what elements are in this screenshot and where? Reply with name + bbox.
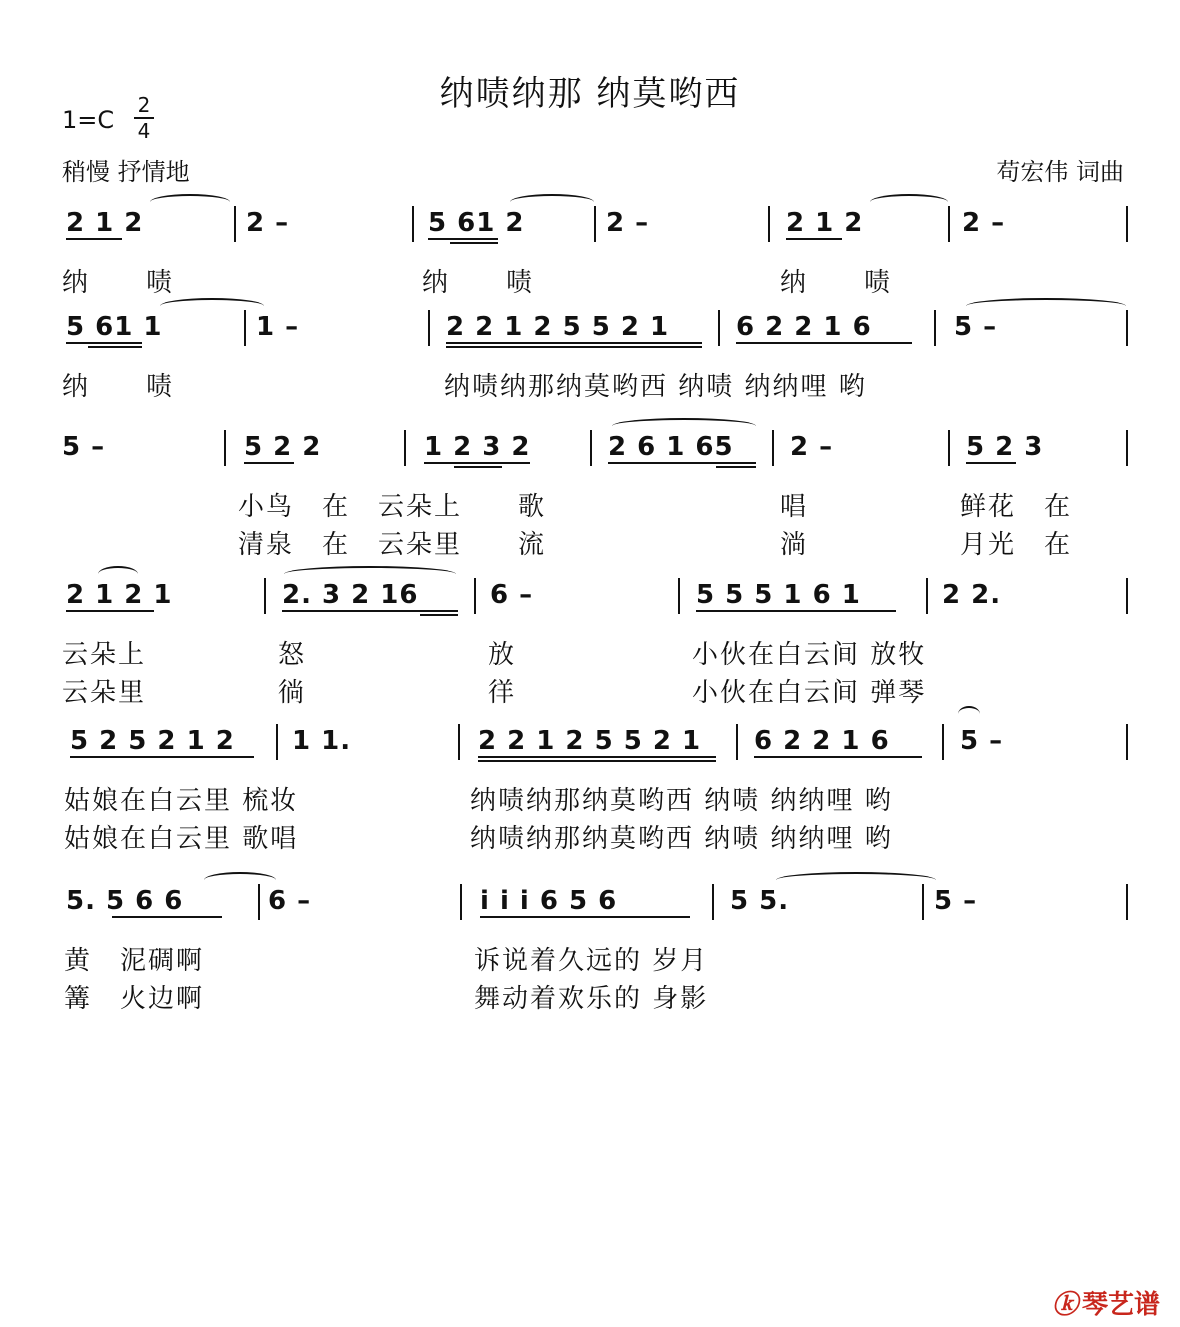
lyric: 纳 啧 — [422, 268, 535, 298]
beam — [716, 466, 756, 468]
beam — [66, 610, 154, 612]
tempo-marking: 稍慢 抒情地 — [62, 158, 190, 186]
measure: 6 2 2 1 6 — [736, 312, 872, 342]
barline — [460, 884, 462, 920]
lyric: 唱 — [780, 492, 809, 522]
lyric: 放 — [488, 640, 517, 670]
beam — [420, 614, 458, 616]
barline — [412, 206, 414, 242]
beam — [480, 916, 690, 918]
barline — [1126, 724, 1128, 760]
key-signature: 1=C — [62, 106, 115, 134]
lyric: 纳啧纳那纳莫哟西 纳啧 纳纳哩 哟 — [470, 824, 893, 854]
barline — [1126, 884, 1128, 920]
barline — [276, 724, 278, 760]
measure: 5 – — [934, 886, 978, 916]
lyric: 云朵里 — [62, 678, 147, 708]
lyric: 徜 — [278, 678, 307, 708]
beam — [66, 342, 142, 344]
lyric: 舞动着欢乐的 身影 — [474, 984, 709, 1014]
lyric: 怒 — [278, 640, 307, 670]
measure: 2 – — [246, 208, 290, 238]
beam — [66, 238, 122, 240]
barline — [772, 430, 774, 466]
barline — [934, 310, 936, 346]
measure: 2. 3 2 16 — [282, 580, 419, 610]
barline — [258, 884, 260, 920]
beam — [428, 238, 498, 240]
barline — [594, 206, 596, 242]
measure: 5. 5 6 6 — [66, 886, 184, 916]
watermark-mark-icon: ⓚ — [1051, 1290, 1078, 1320]
measure: 5 – — [960, 726, 1004, 756]
measure: 2 – — [790, 432, 834, 462]
measure: 6 – — [268, 886, 312, 916]
barline — [404, 430, 406, 466]
lyric: 纳 啧 — [780, 268, 893, 298]
lyric: 姑娘在白云里 梳妆 — [64, 786, 299, 816]
barline — [474, 578, 476, 614]
lyric: 小鸟 在 云朵上 歌 — [238, 492, 547, 522]
barline — [234, 206, 236, 242]
measure: 1 2 3 2 — [424, 432, 531, 462]
measure: 6 2 2 1 6 — [754, 726, 890, 756]
slur — [204, 872, 276, 888]
slur — [870, 194, 948, 210]
barline — [712, 884, 714, 920]
barline — [942, 724, 944, 760]
time-signature-top: 2 — [137, 93, 151, 117]
song-title: 纳啧纳那 纳莫哟西 — [439, 74, 741, 114]
beam — [478, 756, 716, 758]
lyric: 小伙在白云间 弹琴 — [692, 678, 927, 708]
beam — [754, 756, 922, 758]
barline — [926, 578, 928, 614]
measure: 5 61 1 — [66, 312, 163, 342]
measure: 6 – — [490, 580, 534, 610]
barline — [1126, 578, 1128, 614]
beam — [244, 462, 294, 464]
beam — [966, 462, 1016, 464]
barline — [224, 430, 226, 466]
beam — [454, 466, 502, 468]
lyric: 鲜花 在 — [960, 492, 1073, 522]
measure: 2 1 2 — [66, 208, 144, 238]
time-signature — [134, 94, 154, 142]
measure: 2 6 1 65 — [608, 432, 734, 462]
slur — [160, 298, 264, 314]
barline — [922, 884, 924, 920]
measure: 2 1 2 — [786, 208, 864, 238]
lyric: 徉 — [488, 678, 517, 708]
lyric: 篝 火边啊 — [64, 984, 205, 1014]
barline — [590, 430, 592, 466]
measure: 2 2. — [942, 580, 1002, 610]
beam — [608, 462, 756, 464]
barline — [1126, 310, 1128, 346]
measure: 1 – — [256, 312, 300, 342]
measure: 5 – — [62, 432, 106, 462]
lyric: 云朵上 — [62, 640, 147, 670]
lyric: 纳 啧 — [62, 268, 175, 298]
slur — [98, 566, 138, 582]
lyric: 姑娘在白云里 歌唱 — [64, 824, 299, 854]
measure: 2 2 1 2 5 5 2 1 — [446, 312, 670, 342]
lyric: 月光 在 — [960, 530, 1073, 560]
watermark-text: 琴艺谱 — [1081, 1290, 1160, 1320]
measure: 1 1. — [292, 726, 352, 756]
beam — [424, 462, 530, 464]
beam — [478, 760, 716, 762]
beam — [446, 342, 702, 344]
lyric: 清泉 在 云朵里 流 — [238, 530, 547, 560]
measure: 5 2 2 — [244, 432, 322, 462]
slur — [510, 194, 594, 210]
slur — [284, 566, 456, 582]
lyric: 诉说着久远的 岁月 — [474, 946, 709, 976]
beam — [70, 756, 254, 758]
slur — [776, 872, 936, 888]
barline — [948, 430, 950, 466]
lyric: 纳 啧 — [62, 372, 175, 402]
beam — [736, 342, 912, 344]
barline — [244, 310, 246, 346]
barline — [1126, 206, 1128, 242]
barline — [768, 206, 770, 242]
measure: i i i 6 5 6 — [480, 886, 618, 916]
composer-credit: 苟宏伟 词曲 — [996, 158, 1124, 186]
measure: 5 5 5 1 6 1 — [696, 580, 861, 610]
slur — [966, 298, 1126, 314]
beam — [696, 610, 896, 612]
beam — [450, 242, 498, 244]
barline — [718, 310, 720, 346]
lyric: 淌 — [780, 530, 809, 560]
slur — [150, 194, 230, 210]
measure: 2 – — [962, 208, 1006, 238]
measure: 2 2 1 2 5 5 2 1 — [478, 726, 702, 756]
barline — [736, 724, 738, 760]
fermata — [958, 706, 980, 722]
time-signature-bottom: 4 — [137, 119, 151, 143]
lyric: 纳啧纳那纳莫哟西 纳啧 纳纳哩 哟 — [444, 372, 867, 402]
barline — [948, 206, 950, 242]
beam — [786, 238, 842, 240]
lyric: 纳啧纳那纳莫哟西 纳啧 纳纳哩 哟 — [470, 786, 893, 816]
barline — [458, 724, 460, 760]
lyric: 小伙在白云间 放牧 — [692, 640, 927, 670]
measure: 5 5. — [730, 886, 790, 916]
lyric: 黄 泥碉啊 — [64, 946, 205, 976]
barline — [1126, 430, 1128, 466]
beam — [282, 610, 458, 612]
barline — [264, 578, 266, 614]
beam — [112, 916, 222, 918]
beam — [446, 346, 702, 348]
beam — [88, 346, 142, 348]
measure: 5 2 5 2 1 2 — [70, 726, 235, 756]
measure: 5 61 2 — [428, 208, 525, 238]
barline — [678, 578, 680, 614]
watermark-logo — [1052, 1284, 1160, 1321]
barline — [428, 310, 430, 346]
measure: 2 1 2 1 — [66, 580, 173, 610]
slur — [612, 418, 756, 434]
measure: 2 – — [606, 208, 650, 238]
measure: 5 2 3 — [966, 432, 1044, 462]
measure: 5 – — [954, 312, 998, 342]
